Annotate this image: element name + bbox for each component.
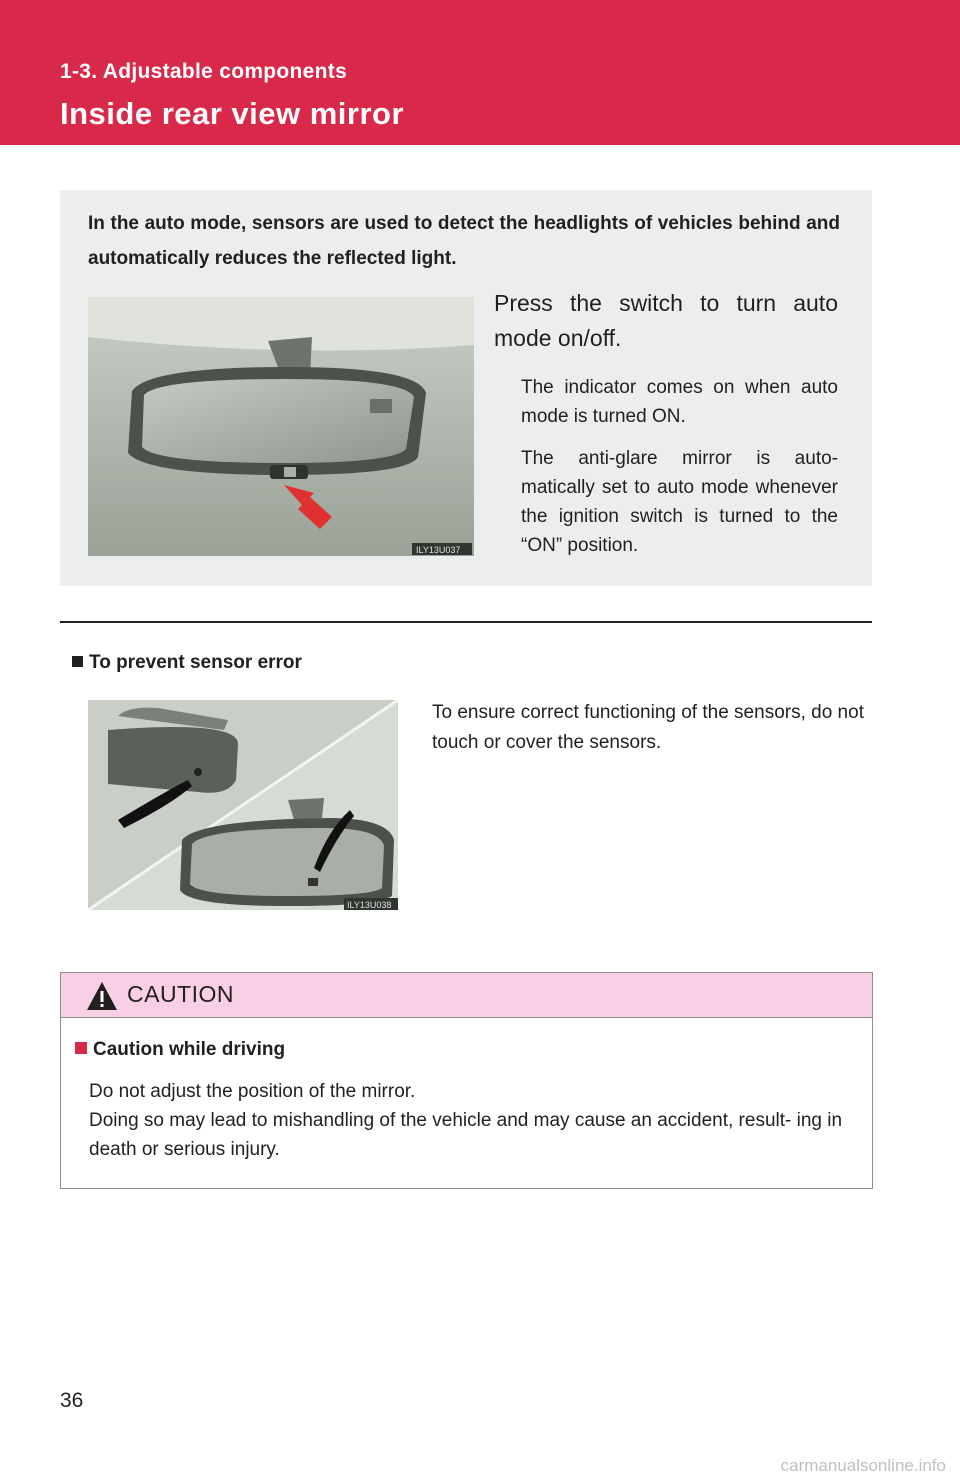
mirror-sensors-illustration [88,700,398,910]
sensor-instruction: To ensure correct functioning of the sensors, do not touch or cover the sensors. [432,702,864,753]
intro-box [60,190,872,586]
intro-text: In the auto mode, sensors are used to detect the headlights of vehicles behind and automatically reduces the reflected light. [88,213,840,269]
caution-line-2: Doing so may lead to mishandling of the vehicle and may cause an accident, result- ing in death or serious injury. [89,1110,843,1160]
caution-subheading [75,1039,285,1061]
section-label: 1-3. Adjustable components [60,60,348,83]
sensor-heading [72,652,302,674]
caution-subheading-text: Caution while driving [93,1039,286,1060]
image-code-2: ILY13U038 [347,900,392,910]
header-band [0,0,960,145]
auto-mode-note: The anti-glare mirror is auto- matically set to auto mode whenever the ignition switch is turned to the “ON” position. [521,448,838,556]
mirror-switch-illustration [88,297,474,556]
caution-body [89,1077,865,1164]
step-press-switch: Press the switch to turn auto mode on/off. [494,290,838,351]
sensor-heading-text: To prevent sensor error [89,652,302,673]
section-divider [60,621,872,623]
caution-label: CAUTION [127,981,234,1007]
page-title: Inside rear view mirror [60,96,405,131]
indicator-note: The indicator comes on when auto mode is turned ON. [521,377,838,427]
caution-header [61,973,872,1018]
caution-box [60,972,873,1189]
bullet-square-icon [75,1042,87,1054]
warning-triangle-icon [85,980,119,1012]
page-number: 36 [60,1389,84,1412]
bullet-square-icon [72,656,83,667]
caution-line-1: Do not adjust the position of the mirror. [89,1081,416,1102]
watermark: carmanualsonline.info [780,1456,946,1475]
image-code-1: ILY13U037 [416,545,461,555]
